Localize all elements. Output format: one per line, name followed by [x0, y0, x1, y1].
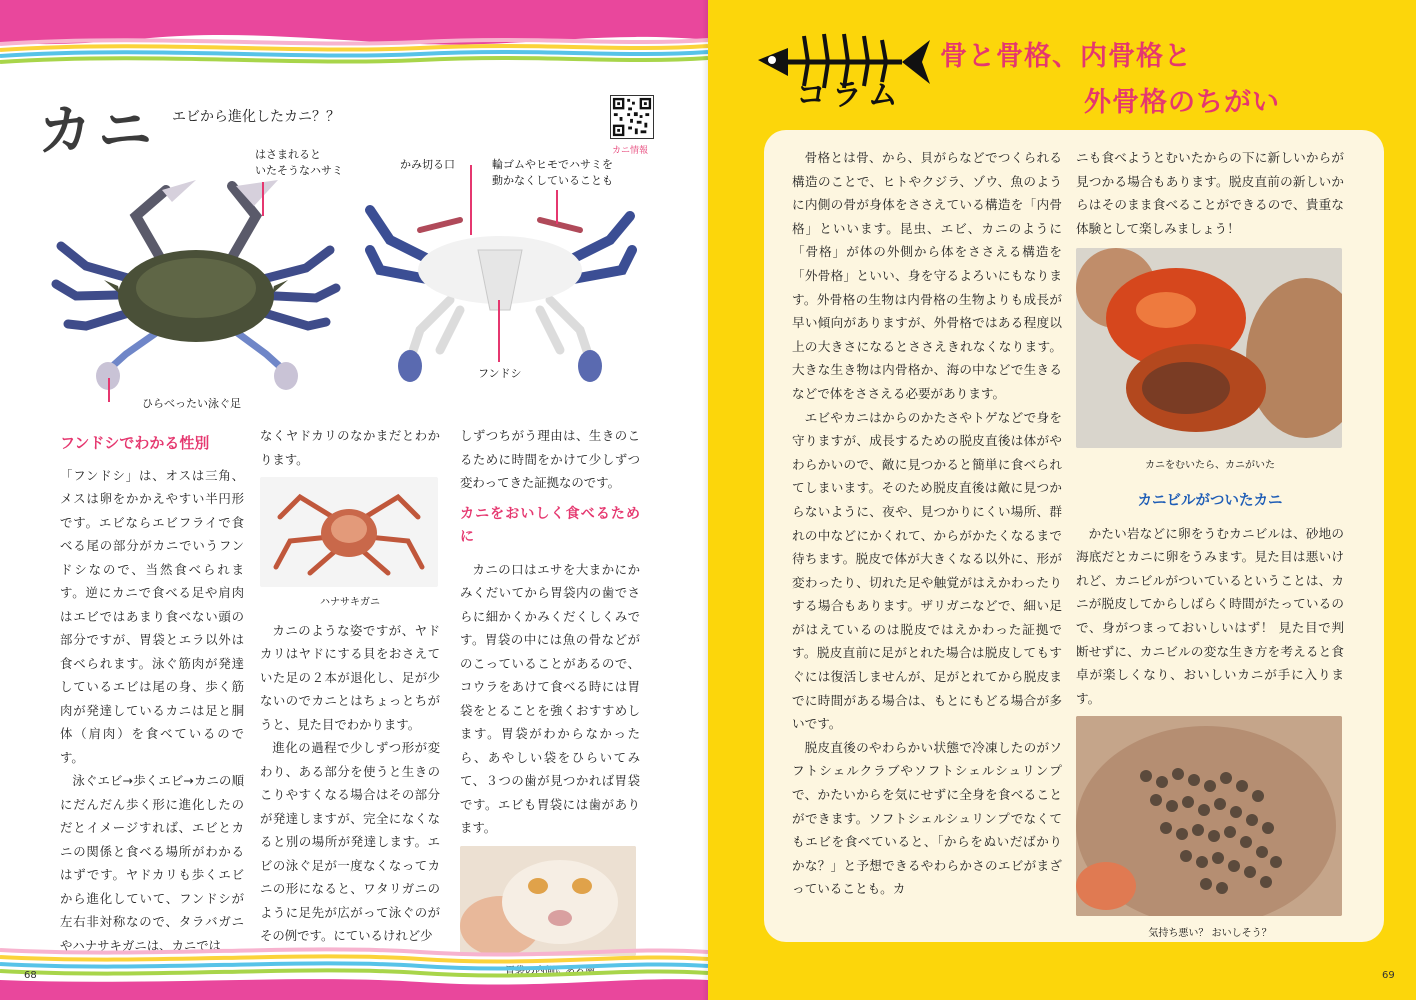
section-heading-fundoshi: フンドシでわかる性別	[60, 434, 210, 452]
molting-caption: カニをむいたら、カニがいた	[1145, 460, 1275, 472]
callout-band-line1: 輪ゴムやヒモでハサミを	[492, 158, 613, 171]
paragraph: 進化の過程で少しずつ形が変わり、ある部分を使うと生きのこりやすくなる場合はその部分が発達しますが、完全になくなると別の場所が発達します。エビの泳ぐ足が一度なくなってカニの形になると、ワタリガニのように足先が広がって泳ぐのがその例です。にているけれど少	[260, 740, 440, 943]
callout-mouth: かみ切る口	[400, 158, 455, 171]
stomach-teeth-image	[460, 846, 636, 956]
right-page	[708, 0, 1416, 1000]
callout-band-line2: 動かなくしていることも	[492, 174, 613, 187]
callout-claw-leader	[262, 182, 264, 216]
crab-top-view-image	[46, 176, 346, 392]
callout-mouth-leader	[470, 165, 472, 235]
stomach-caption: 胃袋の内側にある歯	[505, 965, 595, 977]
page-title: カニ	[38, 99, 158, 162]
paragraph: カニの口はエサを大まかにかみくだいてから胃袋内の歯でさらに細かくかみくだくしくみです。胃袋の中には魚の骨などがのこっていることがあるので、コウラをあけて食べる時には胃袋をとることを強くおすすめします。胃袋がわからなかったら、あやしい袋をひらいてみて、３つの歯が見つかれば胃袋です。エビも胃袋には歯があります。	[460, 561, 640, 835]
right-column-1	[792, 146, 1062, 901]
left-column-3	[460, 424, 640, 983]
callout-paddle-leg: ひらべったい泳ぐ足	[142, 397, 241, 410]
paragraph: カニのような姿ですが、ヤドカリはヤドにする貝をおさえていた足の２本が退化し、足が少ないのでカニとはちょっとちがうと、見た目でわかります。	[260, 622, 440, 732]
paragraph: しずつちがう理由は、生きのこるために時間をかけて少しずつ変わってきた証拠なのです。	[460, 428, 640, 490]
hanasaki-caption: ハナサキガニ	[320, 597, 380, 608]
callout-fundoshi-leader	[498, 300, 500, 362]
page-number-left: 68	[24, 970, 37, 981]
hanasaki-crab-photo	[260, 477, 438, 587]
qr-code-icon[interactable]	[610, 95, 654, 139]
paragraph: 脱皮直後のやわらかい状態で冷凍したのがソフトシェルクラブやソフトシェルシュリンプで、かたいからを気にせずに全身を食べることができます。ソフトシェルシュリンプでなくてもエビを食べていると、「からをぬいだばかりかな？」と予想できるやわらかさのエビがまざっていることも。カ	[792, 739, 1062, 897]
leech-eggs-image	[1076, 716, 1342, 916]
leech-caption: 気持ち悪い？ おいしそう？	[1148, 928, 1272, 940]
section-heading-leech: カニビルがついたカニ	[1137, 492, 1283, 509]
page-number-right: 69	[1382, 970, 1395, 981]
callout-claw-line2: いたそうなハサミ	[255, 164, 343, 177]
callout-band-leader	[556, 190, 558, 224]
molting-crab-photo	[1076, 248, 1342, 448]
paragraph: 泳ぐエビ→歩くエビ→カニの順にだんだん歩く形に進化したのだとイメージすれば、エビとカニの関係と食べる場所がわかるはずです。ヤドカリも歩くエビから進化していて、フンドシが左右非対称なので、タラバガニやハナサキガニは、カニでは	[60, 773, 244, 953]
crab-underside-image	[360, 190, 640, 390]
callout-fundoshi: フンドシ	[478, 367, 522, 380]
paragraph: エビやカニはからのかたさやトゲなどで身を守りますが、成長するための脱皮直後は体がやわらかいので、敵に見つかると簡単に食べられてしまいます。そのため脱皮直後は敵に見つからないように、夜や、見つかりにくい場所、群れの中などにかくれて、からがかたくなるまで待ちます。脱皮で体が大きくなる以外に、形が変わったり、切れた足や触覚がはえかわったりする場合もあります。ザリガニなどで、細い足がはえているのは脱皮ではえかわった証拠です。脱皮直前に足がとれた場合は脱皮してもすぐには復活しませんが、足がとれてから脱皮までに時間がある場合は、もとにもどる場合が多いです。	[792, 409, 1062, 732]
hanasaki-crab-image	[260, 477, 438, 587]
paragraph: 「フンドシ」は、オスは三角、メスは卵をかかえやすい半円形です。エビならエビフライで食べる尾の部分がカニでいうフンドシなので、当然食べられます。逆にカニで食べる足や肩肉はエビではあまり食べない頭の部分ですが、胃袋とエラ以外は食べられます。泳ぐ筋肉が発達しているエビは尾の身、歩く筋肉が発達しているカニは足と胴体（肩肉）を食べているのです。	[60, 467, 244, 765]
callout-claw	[255, 147, 343, 179]
section-heading-eat: カニをおいしく食べるために	[460, 505, 640, 545]
left-column-2	[260, 424, 440, 948]
leech-eggs-photo	[1076, 716, 1342, 916]
paragraph: 骨格とは骨、から、貝がらなどでつくられる構造のことで、ヒトやクジラ、ゾウ、魚のように内側の骨が身体をささえている構造を「内骨格」といいます。昆虫、エビ、カニのように「骨格」が体の外側から体をささえる構造を「外骨格」といい、身を守るよろいにもなります。外骨格の生物は内骨格の生物よりも成長が早い傾向がありますが、外骨格ではある程度以上の大きさになるとささえきれなくなります。大きな生き物は内骨格か、海の中などで生きるなどで体をささえる必要があります。	[792, 150, 1062, 401]
right-column-2	[1076, 146, 1344, 946]
paragraph: なくヤドカリのなかまだとわかります。	[260, 428, 440, 467]
callout-band	[492, 157, 613, 189]
column-title-line1: 骨と骨格、内骨格と	[940, 41, 1192, 72]
callout-claw-line1: はさまれると	[255, 148, 321, 161]
header-stripes	[0, 34, 708, 94]
paragraph: ニも食べようとむいたからの下に新しいからが見つかる場合もあります。脱皮直前の新しいからはそのまま食べることができるので、貴重な体験として楽しみましょう！	[1076, 150, 1344, 236]
molting-crab-image	[1076, 248, 1342, 448]
page-subtitle: エビから進化したカニ？？	[172, 109, 340, 125]
column-title-line2: 外骨格のちがい	[1084, 87, 1280, 118]
paragraph: かたい岩などに卵をうむカニビルは、砂地の海底だとカニに卵をうみます。見た目は悪いけれど、カニビルがついているということは、カニが脱皮してからしばらく時間がたっているので、身がつまっておいしいはず！ 見た目で判断せずに、カニビルの変な生き方を考えると食卓が楽しくなり、おいしいカニが手に入ります。	[1076, 525, 1344, 706]
footer-stripes	[0, 940, 708, 1000]
qr-label: カニ情報	[612, 146, 649, 156]
column-label: コラム	[796, 78, 904, 113]
callout-paddle-leader	[108, 378, 110, 402]
left-column-1	[60, 432, 244, 957]
stomach-teeth-photo	[460, 846, 636, 956]
